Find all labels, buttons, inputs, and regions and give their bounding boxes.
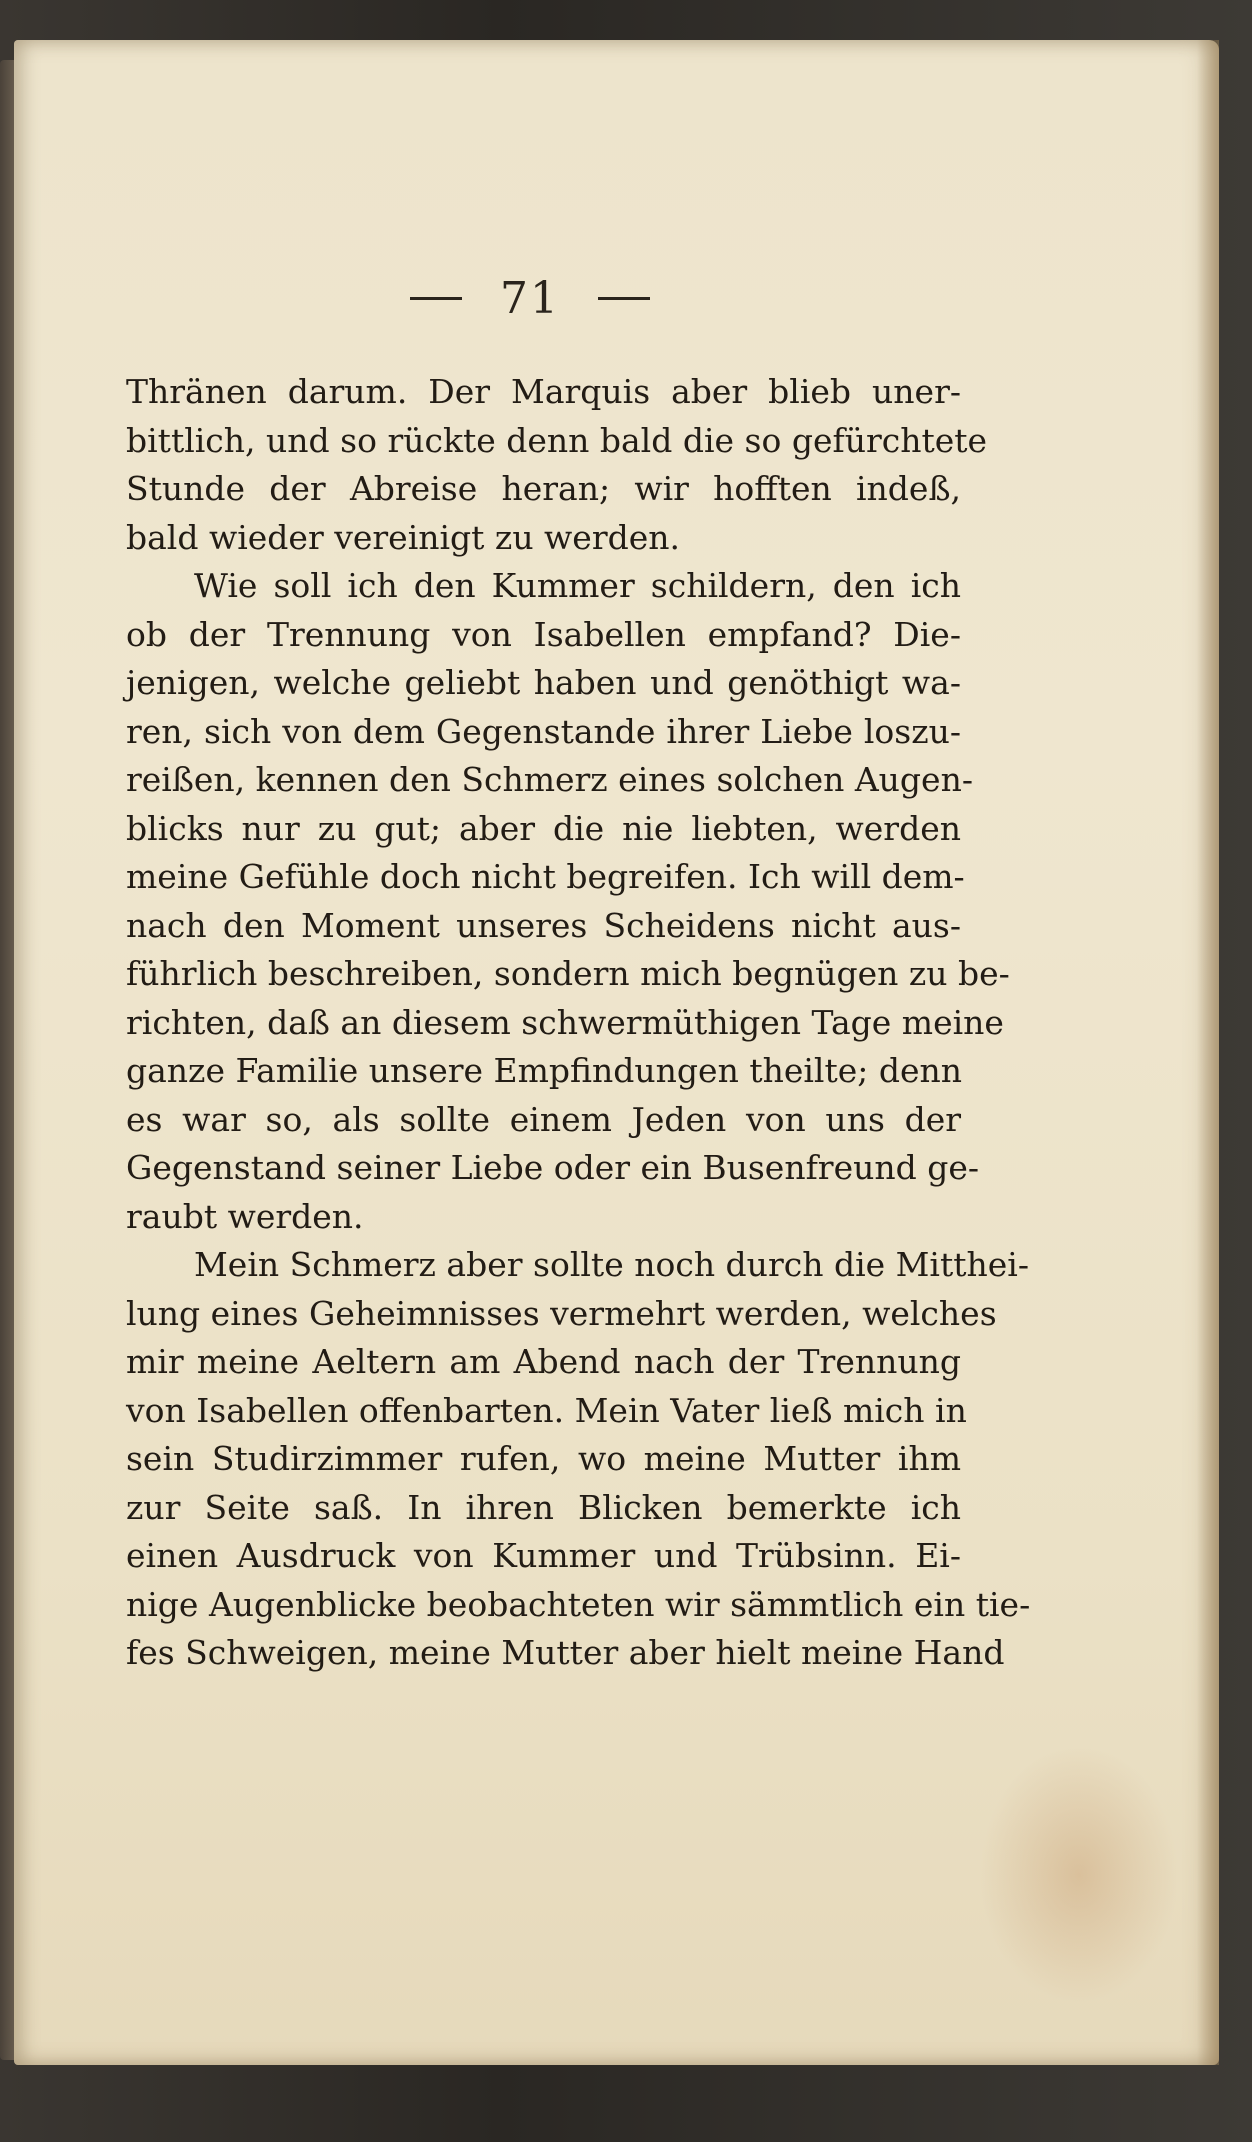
text-line: ob der Trennung von Isabellen empfand? Die- <box>126 614 961 654</box>
text-line: Wie soll ich den Kummer schildern, den ich <box>194 566 961 605</box>
text-line: blicks nur zu gut; aber die nie liebten, werden <box>126 808 961 848</box>
text-line: nige Augenblicke beobachteten wir sämmtlich ein tie- <box>126 1584 1031 1624</box>
text-line: richten, daß an diesem schwermüthigen Tage meine <box>126 1002 1004 1042</box>
header-dash-right <box>598 297 650 300</box>
text-line: Stunde der Abreise heran; wir hofften indeß, <box>126 469 961 508</box>
text-line: zur Seite saß. In ihren Blicken bemerkte ich <box>126 1487 961 1527</box>
text-line: ren, sich von dem Gegenstande ihrer Liebe loszu- <box>126 711 961 751</box>
text-line: reißen, kennen den Schmerz eines solchen Augen- <box>126 760 973 799</box>
text-line: raubt werden. <box>126 1196 364 1236</box>
page-number: 71 <box>500 272 560 324</box>
text-line: bald wieder vereinigt zu werden. <box>126 517 681 557</box>
text-line: meine Gefühle doch nicht begreifen. Ich will dem- <box>126 857 965 896</box>
text-line: es war so, als sollte einem Jeden von uns der <box>126 1099 961 1139</box>
text-line: Thränen darum. Der Marquis aber blieb uner- <box>126 372 961 411</box>
text-line: sein Studirzimmer rufen, wo meine Mutter ihm <box>126 1439 961 1478</box>
text-line: Gegenstand seiner Liebe oder ein Busenfreund ge- <box>126 1148 980 1187</box>
page-edge-shadow <box>1197 40 1219 2065</box>
text-line: jenigen, welche geliebt haben und genöthigt wa- <box>126 663 961 702</box>
header-dash-left <box>410 297 462 300</box>
text-line: fes Schweigen, meine Mutter aber hielt meine Hand <box>126 1633 1005 1672</box>
text-line: lung eines Geheimnisses vermehrt werden, welches <box>126 1293 997 1333</box>
text-line: nach den Moment unseres Scheidens nicht aus- <box>126 905 961 945</box>
text-line: bittlich, und so rückte denn bald die so gefürchtete <box>126 420 988 460</box>
text-line: mir meine Aeltern am Abend nach der Trennung <box>126 1342 961 1381</box>
text-line: führlich beschreiben, sondern mich begnügen zu be- <box>126 954 1010 993</box>
text-line: von Isabellen offenbarten. Mein Vater ließ mich in <box>126 1390 967 1430</box>
text-line: ganze Familie unsere Empfindungen theilte; denn <box>126 1051 963 1090</box>
text-line: einen Ausdruck von Kummer und Trübsinn. Ei- <box>126 1536 961 1575</box>
page-header <box>380 268 680 328</box>
paper-stain <box>979 1745 1179 2005</box>
body-text <box>126 368 1031 1678</box>
text-line: Mein Schmerz aber sollte noch durch die Mitthei- <box>194 1245 1029 1284</box>
